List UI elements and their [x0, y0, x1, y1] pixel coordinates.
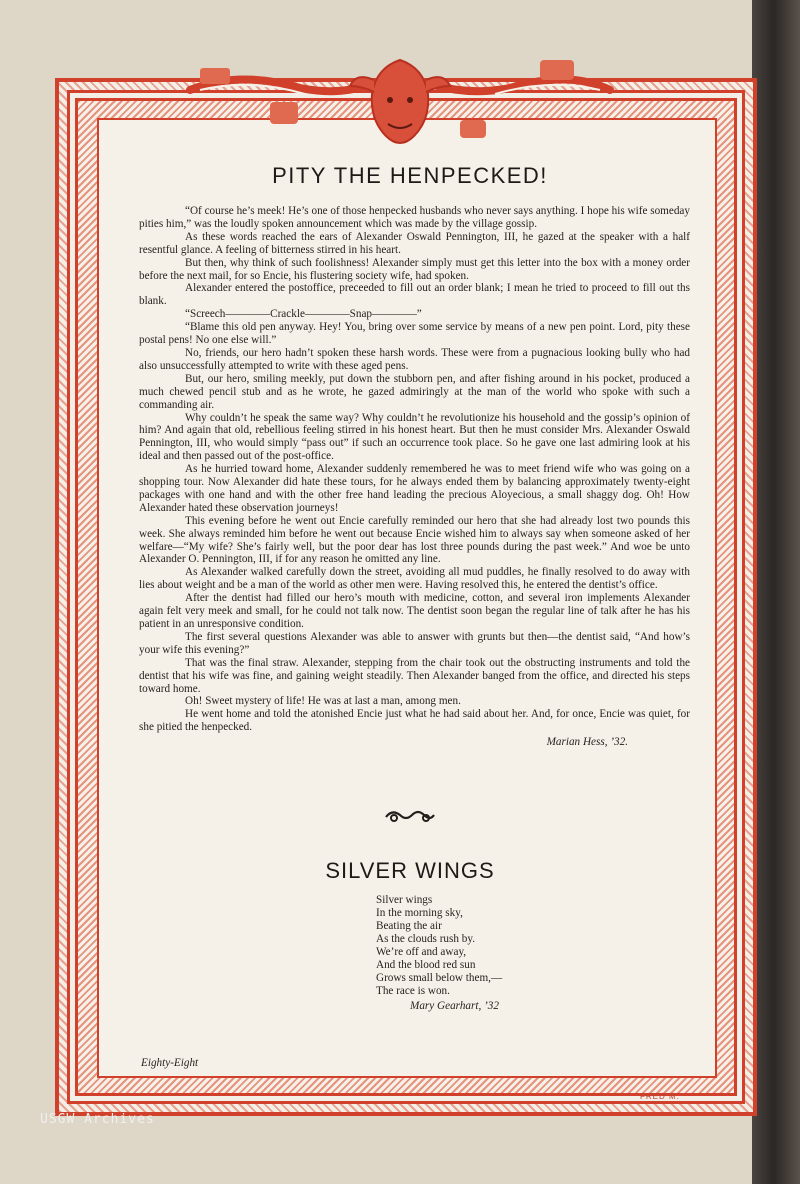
poem-body	[376, 894, 596, 998]
story-paragraph: No, friends, our hero hadn’t spoken these harsh words. These were from a pugnacious looking bully who had also unsuccessfully attempted to write with these aged pens.	[139, 346, 690, 372]
story-paragraph: As Alexander walked carefully down the street, avoiding all mud puddles, he finally resolved to do away with lies about weight and be a man of the world as other men were. Having resolved this, he entered the dentist’s office.	[139, 566, 690, 592]
story-paragraph: Oh! Sweet mystery of life! He was at last a man, among men.	[185, 695, 461, 708]
story-paragraph: Alexander entered the postoffice, preceeded to fill out an order blank; I mean he tried to proceed to fill out ths blank.	[139, 282, 690, 308]
story-paragraph: Why couldn’t he speak the same way? Why couldn’t he revolutionize his household and the gossip’s opinion of him? And again that old, rebellious feeling stirred in his honest heart. But then he must consider Mrs. Alexander Oswald Pennington, III, who would simply “pass out” if such an occurrence took place. So he gave one last admiring look at his ideal and then passed out of the post-office.	[139, 411, 690, 463]
archive-watermark: USGW Archives	[40, 1112, 155, 1127]
story-paragraph: As he hurried toward home, Alexander suddenly remembered he was to meet friend wife who was going on a shopping tour. Now Alexander did hate these tours, for he always ended them by balancing approximately twenty-eight packages with one hand and with the other free hand leading the precious Aloyecious, a small shaggy dog. Oh! How Alexander hated these observation journeys!	[139, 463, 690, 514]
story-paragraph: He went home and told the atonished Encie just what he had said about her. And, for once, Encie was quiet, for she pitied the henpecked.	[139, 708, 690, 734]
poem-line: And the blood red sun	[376, 959, 476, 971]
buffalo-head-ornament-icon	[180, 50, 620, 170]
artist-signature: FRED M.	[640, 1092, 680, 1101]
story-paragraph: After the dentist had filled our hero’s mouth with medicine, cotton, and several iron implements Alexander again felt very meek and small, for he could not talk now. The dentist soon began the regular line of talk after he has his patient in an unresponsive condition.	[139, 592, 690, 630]
story-paragraph: That was the final straw. Alexander, stepping from the chair took out the obstructing instruments and told the dentist that his wife was fine, and gaining weight steadily. Then Alexander banged from the office, and directed his steps toward home.	[139, 656, 690, 695]
story-paragraph: As these words reached the ears of Alexander Oswald Pennington, III, he gazed at the speaker with a half resentful glance. A feeling of bitterness stirred in his heart.	[139, 230, 690, 256]
page-number: Eighty-Eight	[141, 1057, 199, 1069]
story-paragraph: This evening before he went out Encie carefully reminded our hero that she had already lost two pounds this week. She always reminded him before he went out because Encie wished him to always say when someone asked of her welfare—“My wife? She’s fairly well, but the poor dear has lost three pounds during the past week.” And woe be unto Alexander O. Pennington, III, if for any reason he omitted any line.	[139, 514, 690, 566]
poem-line: As the clouds rush by.	[376, 933, 476, 945]
poem-line: In the morning sky,	[376, 907, 463, 919]
story-paragraph: “Blame this old pen anyway. Hey! You, bring over some service by means of a new pen point. Lord, pity these postal pens! No one else will.”	[139, 321, 690, 347]
story-paragraph: The first several questions Alexander was able to answer with grunts but then—the dentist said, “And how’s your wife this evening?”	[139, 630, 690, 656]
story-paragraph: “Of course he’s meek! He’s one of those henpecked husbands who never says anything. I hope his wife someday pities him,” was the loudly spoken announcement which was made by the village gossip.	[139, 205, 690, 230]
poem-title: SILVER WINGS	[325, 858, 495, 883]
story-paragraph: “Screech————Crackle————Snap————”	[185, 308, 422, 321]
story-paragraph: But then, why think of such foolishness! Alexander simply must get this letter into the box with a money order before the next mail, for so Encie, his flustering society wife, had spoken.	[139, 256, 690, 282]
poem-author: Mary Gearhart, ’32	[410, 1000, 499, 1012]
poem-line: The race is won.	[376, 985, 450, 997]
poem-line: Silver wings	[376, 894, 433, 906]
poem-line: We’re off and away,	[376, 946, 467, 958]
story-paragraph: But, our hero, smiling meekly, put down the stubborn pen, and after fishing around in his pocket, produced a much chewed pencil stub and as he wrote, he gazed admiringly at the man of the world who spoke with such a commanding air.	[139, 372, 690, 411]
story-title: PITY THE HENPECKED!	[272, 163, 548, 188]
poem-line: Grows small below them,—	[376, 972, 503, 984]
story-body	[139, 205, 690, 749]
flourish-divider-icon	[382, 807, 438, 827]
poem-line: Beating the air	[376, 920, 442, 932]
story-author: Marian Hess, ’32.	[546, 736, 628, 749]
book-spine	[752, 0, 800, 1184]
